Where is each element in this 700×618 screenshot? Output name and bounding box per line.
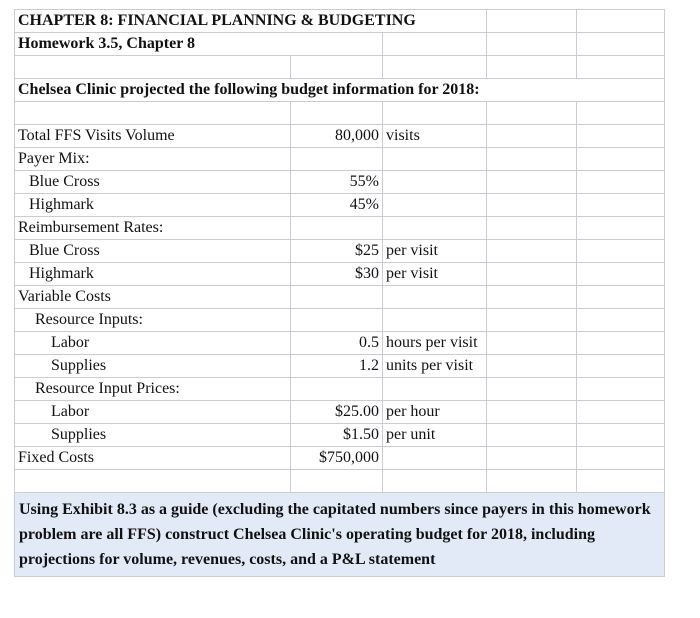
row-unit: units per visit xyxy=(383,355,487,378)
table-row xyxy=(15,424,665,447)
table-row xyxy=(15,79,665,102)
row-label: Fixed Costs xyxy=(15,447,291,470)
table-row xyxy=(15,102,665,125)
row-unit: per hour xyxy=(383,401,487,424)
row-label: Blue Cross xyxy=(15,240,291,263)
instructions-text: Using Exhibit 8.3 as a guide (excluding the capitated numbers since payers in this homework problem are all FFS) construct Chelsea Clinic's operating budget for 2018, including projections for volume, revenues, costs, and a P&L statement xyxy=(15,493,665,577)
table-row xyxy=(15,148,665,171)
table-row xyxy=(15,194,665,217)
row-label: Highmark xyxy=(15,194,291,217)
row-label: Reimbursement Rates: xyxy=(15,217,291,240)
row-label: Supplies xyxy=(15,424,291,447)
row-label: Payer Mix: xyxy=(15,148,291,171)
homework-subtitle: Homework 3.5, Chapter 8 xyxy=(15,33,383,56)
row-value: 80,000 xyxy=(291,125,383,148)
row-unit: hours per visit xyxy=(383,332,487,355)
table-row xyxy=(15,401,665,424)
row-unit: visits xyxy=(383,125,487,148)
row-value: 1.2 xyxy=(291,355,383,378)
row-label: Blue Cross xyxy=(15,171,291,194)
table-row xyxy=(15,56,665,79)
row-label: Resource Inputs: xyxy=(15,309,291,332)
table-row xyxy=(15,470,665,493)
table-row xyxy=(15,240,665,263)
row-value: 0.5 xyxy=(291,332,383,355)
table-row xyxy=(15,332,665,355)
row-label: Supplies xyxy=(15,355,291,378)
chapter-title: CHAPTER 8: FINANCIAL PLANNING & BUDGETING xyxy=(15,10,487,33)
table-row xyxy=(15,447,665,470)
row-value: $750,000 xyxy=(291,447,383,470)
row-value: $25.00 xyxy=(291,401,383,424)
table-row xyxy=(15,493,665,577)
row-value: $1.50 xyxy=(291,424,383,447)
table-row xyxy=(15,355,665,378)
row-unit: per visit xyxy=(383,240,487,263)
table-row xyxy=(15,263,665,286)
row-label: Variable Costs xyxy=(15,286,291,309)
budget-table xyxy=(14,9,665,577)
table-row xyxy=(15,125,665,148)
table-row xyxy=(15,10,665,33)
table-row xyxy=(15,309,665,332)
table-row xyxy=(15,378,665,401)
row-value: 55% xyxy=(291,171,383,194)
intro-text: Chelsea Clinic projected the following budget information for 2018: xyxy=(15,79,665,102)
row-value: $30 xyxy=(291,263,383,286)
spreadsheet xyxy=(14,9,665,577)
row-unit: per visit xyxy=(383,263,487,286)
table-row xyxy=(15,171,665,194)
table-row xyxy=(15,217,665,240)
row-label: Labor xyxy=(15,332,291,355)
row-value: $25 xyxy=(291,240,383,263)
row-label: Resource Input Prices: xyxy=(15,378,291,401)
table-row xyxy=(15,33,665,56)
row-label: Highmark xyxy=(15,263,291,286)
row-label: Labor xyxy=(15,401,291,424)
row-unit: per unit xyxy=(383,424,487,447)
row-value: 45% xyxy=(291,194,383,217)
row-label: Total FFS Visits Volume xyxy=(15,125,291,148)
table-row xyxy=(15,286,665,309)
